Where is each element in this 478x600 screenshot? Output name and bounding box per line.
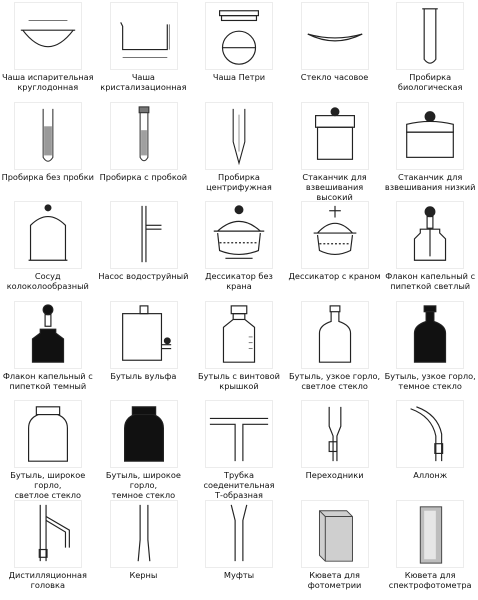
item-caption: Аллонж (413, 470, 448, 480)
catalog-item[interactable] (96, 301, 192, 401)
item-caption: Трубка соеденительная Т-образная (203, 470, 275, 500)
catalog-item[interactable] (0, 201, 96, 301)
test-tube-with-stopper-icon (110, 102, 178, 170)
spectrophotometer-cuvette-icon (396, 500, 464, 568)
weighing-bottle-tall-icon (301, 102, 369, 170)
narrow-neck-bottle-clear-icon (301, 301, 369, 369)
bell-jar-icon (14, 201, 82, 269)
item-caption: Переходники (305, 470, 364, 480)
catalog-item[interactable] (382, 301, 478, 401)
item-caption: Насос водоструйный (98, 271, 189, 281)
item-caption: Бутыль, широкое горло, темное стекло (105, 470, 181, 500)
catalog-item[interactable] (96, 201, 192, 301)
catalog-item[interactable] (191, 201, 287, 301)
item-caption: Чаша кристализационная (100, 72, 187, 92)
cones-icon (110, 500, 178, 568)
item-caption: Пробирка центрифужная (206, 171, 272, 192)
centrifuge-tube-icon (205, 102, 273, 170)
item-caption: Бутыль, узкое горло, темное стекло (384, 370, 476, 391)
item-caption: Дистилляционная головка (8, 569, 87, 590)
test-tube-no-stopper-icon (14, 102, 82, 170)
catalog-item[interactable] (0, 500, 96, 600)
water-jet-pump-icon (110, 201, 178, 269)
allonge-icon (396, 400, 464, 468)
narrow-neck-bottle-dark-icon (396, 301, 464, 369)
catalog-item[interactable] (382, 2, 478, 102)
photometry-cuvette-icon (301, 500, 369, 568)
catalog-item[interactable] (287, 500, 383, 600)
item-caption: Чаша Петри (212, 72, 266, 82)
item-caption: Бутыль, узкое горло, светлое стекло (289, 370, 381, 391)
petri-dish-icon (205, 2, 273, 70)
catalog-item[interactable] (0, 102, 96, 202)
wide-neck-bottle-clear-icon (14, 400, 82, 468)
item-caption: Пробирка биологическая (397, 72, 463, 92)
item-caption: Стекло часовое (300, 72, 369, 82)
item-caption: Бутыль, широкое горло, светлое стекло (10, 470, 86, 500)
catalog-item[interactable] (96, 102, 192, 202)
catalog-item[interactable] (382, 500, 478, 600)
t-connector-tube-icon (205, 400, 273, 468)
catalog-item[interactable] (96, 500, 192, 600)
catalog-item[interactable] (287, 2, 383, 102)
item-caption: Чаша испарительная круглодонная (1, 72, 94, 92)
item-caption: Кювета для фотометрии (307, 569, 362, 590)
woulfe-bottle-icon (110, 301, 178, 369)
catalog-item[interactable] (287, 400, 383, 500)
catalog-item[interactable] (191, 301, 287, 401)
item-caption: Стаканчик для взвешивания низкий (384, 171, 476, 192)
item-caption: Кювета для спектрофотометра (388, 569, 472, 590)
catalog-item[interactable] (0, 400, 96, 500)
item-caption: Флакон капельный с пипеткой темный (2, 370, 93, 391)
distillation-head-icon (14, 500, 82, 568)
wide-neck-bottle-dark-icon (110, 400, 178, 468)
catalog-item[interactable] (382, 102, 478, 202)
item-caption: Сосуд колоколообразный (6, 271, 89, 291)
desiccator-with-tap-icon (301, 201, 369, 269)
item-caption: Дессикатор без крана (205, 271, 273, 291)
catalog-item[interactable] (287, 301, 383, 401)
item-caption: Бутыль вульфа (110, 370, 177, 381)
screw-cap-bottle-icon (205, 301, 273, 369)
dropper-bottle-dark-icon (14, 301, 82, 369)
catalog-item[interactable] (287, 201, 383, 301)
item-caption: Керны (129, 569, 158, 580)
sockets-icon (205, 500, 273, 568)
catalog-item[interactable] (96, 400, 192, 500)
catalog-item[interactable] (96, 2, 192, 102)
catalog-item[interactable] (191, 400, 287, 500)
dropper-bottle-clear-icon (396, 201, 464, 269)
catalog-item[interactable] (382, 201, 478, 301)
watch-glass-icon (301, 2, 369, 70)
catalog-item[interactable] (191, 2, 287, 102)
item-caption: Бутыль с винтовой крышкой (198, 370, 280, 391)
catalog-item[interactable] (287, 102, 383, 202)
bio-test-tube-icon (396, 2, 464, 70)
item-caption: Стаканчик для взвешивания высокий (302, 171, 367, 202)
adapters-icon (301, 400, 369, 468)
catalog-item[interactable] (382, 400, 478, 500)
desiccator-no-tap-icon (205, 201, 273, 269)
glassware-grid (0, 2, 478, 599)
item-caption: Пробирка с пробкой (99, 171, 188, 182)
catalog-item[interactable] (191, 102, 287, 202)
item-caption: Пробирка без пробки (1, 171, 94, 182)
item-caption: Дессикатор с краном (288, 271, 381, 281)
weighing-bottle-low-icon (396, 102, 464, 170)
catalog-item[interactable] (0, 2, 96, 102)
crystallizing-dish-icon (110, 2, 178, 70)
item-caption: Флакон капельный с пипеткой светлый (385, 271, 476, 291)
catalog-item[interactable] (191, 500, 287, 600)
catalog-item[interactable] (0, 301, 96, 401)
evaporating-dish-icon (14, 2, 82, 70)
item-caption: Муфты (223, 569, 255, 580)
